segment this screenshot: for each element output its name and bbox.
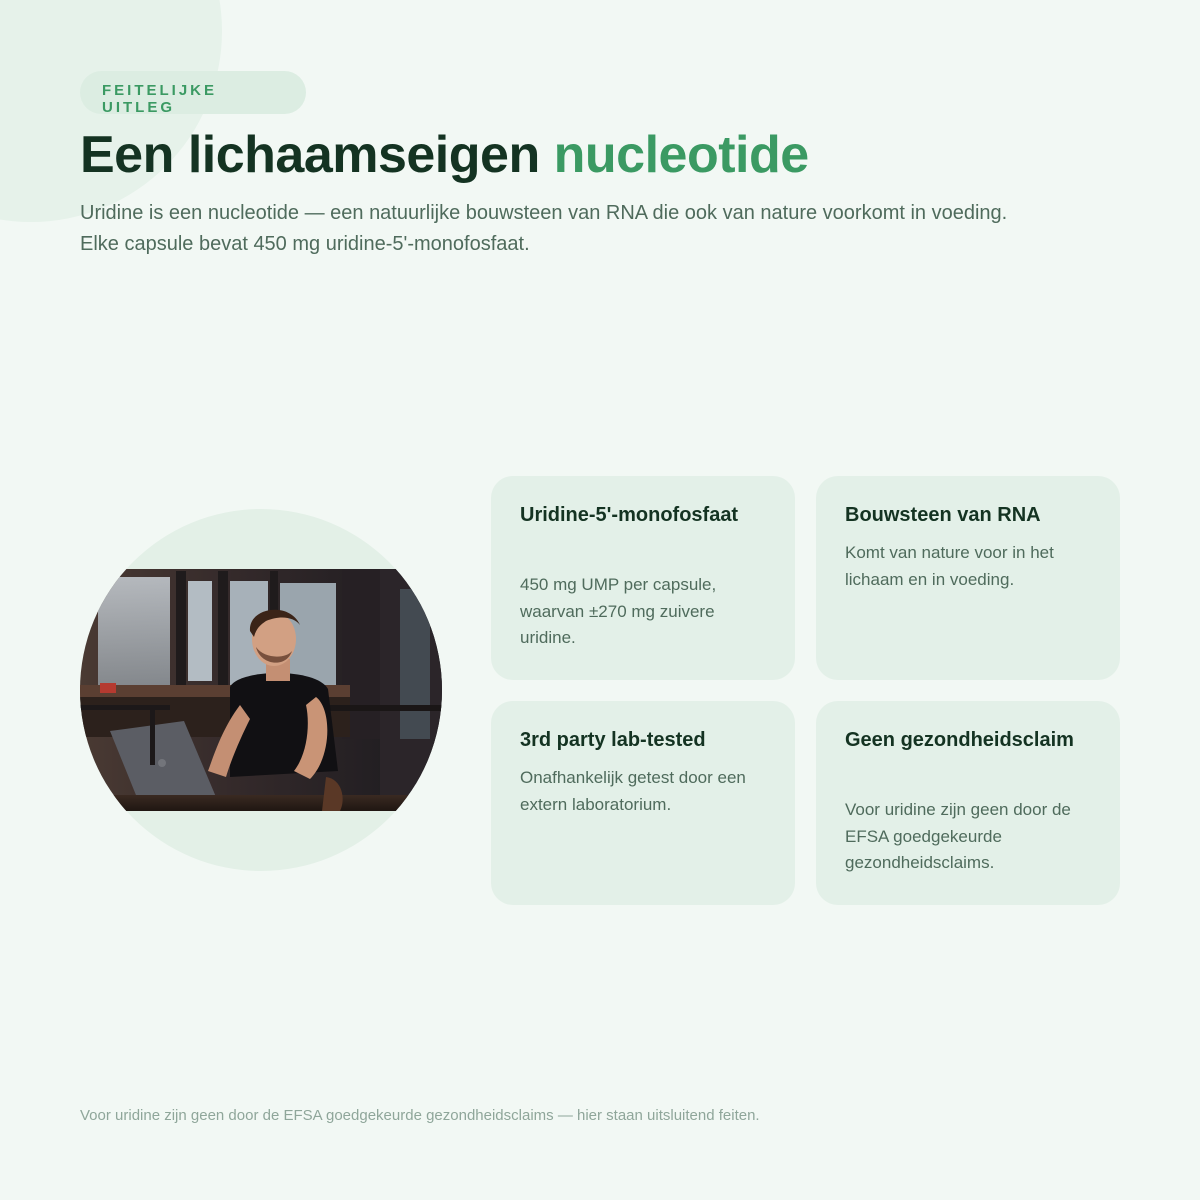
card-text: Komt van nature voor in het lichaam en in voeding. bbox=[845, 543, 1054, 589]
hero-photo bbox=[80, 509, 442, 871]
card-title: Bouwsteen van RNA bbox=[845, 504, 1041, 526]
card-title: Geen gezondheidsclaim bbox=[845, 729, 1074, 751]
card-no-health-claim bbox=[816, 701, 1120, 905]
card-ump bbox=[491, 476, 795, 680]
eyebrow-badge bbox=[80, 71, 306, 114]
eyebrow-line-1: FEITELIJKE bbox=[102, 82, 218, 99]
card-text: Voor uridine zijn geen door de EFSA goedgekeurde gezondheidsclaims. bbox=[845, 800, 1071, 872]
card-text: 450 mg UMP per capsule, waarvan ±270 mg zuivere uridine. bbox=[520, 575, 717, 647]
card-title: Uridine-5'-monofosfaat bbox=[520, 504, 739, 526]
card-lab-tested bbox=[491, 701, 795, 905]
card-rna bbox=[816, 476, 1120, 680]
footnote: Voor uridine zijn geen door de EFSA goedgekeurde gezondheidsclaims — hier staan uitsluitend feiten. bbox=[80, 1107, 760, 1124]
title-accent: nucleotide bbox=[553, 126, 809, 184]
intro-text: Uridine is een nucleotide — een natuurlijke bouwsteen van RNA die ook van nature voorkomt in voeding. Elke capsule bevat 450 mg uridine-5'-monofosfaat. bbox=[80, 202, 1008, 255]
card-text: Onafhankelijk getest door een extern laboratorium. bbox=[520, 768, 746, 814]
title-main: Een lichaamseigen bbox=[80, 126, 540, 184]
eyebrow-line-2: UITLEG bbox=[102, 99, 175, 116]
page-title bbox=[80, 124, 809, 186]
card-title: 3rd party lab-tested bbox=[520, 729, 706, 751]
photo-man-working-on-laptop bbox=[80, 509, 442, 871]
